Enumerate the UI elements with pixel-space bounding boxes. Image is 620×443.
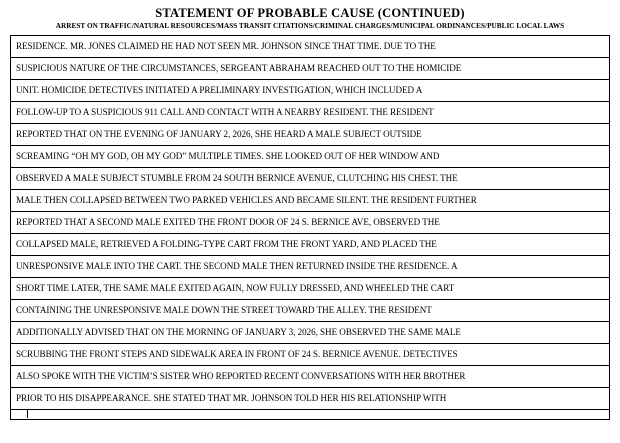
narrative-line: ADDITIONALLY ADVISED THAT ON THE MORNING OF JANUARY 3, 2026, SHE OBSERVED THE SAME MALE: [11, 322, 610, 344]
table-row: [11, 124, 610, 146]
table-row: [11, 322, 610, 344]
footer-divider: [15, 410, 28, 418]
page-title: STATEMENT OF PROBABLE CAUSE (CONTINUED): [155, 6, 465, 20]
narrative-line: SHORT TIME LATER, THE SAME MALE EXITED AGAIN, NOW FULLY DRESSED, AND WHEELED THE CART: [11, 278, 610, 300]
table-row: [11, 80, 610, 102]
narrative-lines-table: [10, 35, 610, 410]
narrative-lines-body: [11, 36, 610, 410]
table-row: [11, 234, 610, 256]
narrative-line: CONTAINING THE UNRESPONSIVE MALE DOWN THE STREET TOWARD THE ALLEY. THE RESIDENT: [11, 300, 610, 322]
narrative-line: PRIOR TO HIS DISAPPEARANCE. SHE STATED THAT MR. JOHNSON TOLD HER HIS RELATIONSHIP WITH: [16, 393, 447, 403]
document-header: [10, 6, 610, 31]
table-row: [11, 36, 610, 58]
table-row: [11, 278, 610, 300]
table-row: [11, 168, 610, 190]
table-row: [11, 190, 610, 212]
table-row: [11, 256, 610, 278]
narrative-line: ALSO SPOKE WITH THE VICTIM’S SISTER WHO REPORTED RECENT CONVERSATIONS WITH HER BROTHER: [11, 366, 610, 388]
page-subtitle: ARREST ON TRAFFIC/NATURAL RESOURCES/MASS TRANSIT CITATIONS/CRIMINAL CHARGES/MUNICIPAL ORDINANCES/PUBLIC LOCAL LAWS: [55, 22, 565, 30]
narrative-line: REPORTED THAT A SECOND MALE EXITED THE FRONT DOOR OF 24 S. BERNICE AVE, OBSERVED THE: [11, 212, 610, 234]
table-row: [11, 102, 610, 124]
narrative-line: MALE THEN COLLAPSED BETWEEN TWO PARKED VEHICLES AND BECAME SILENT. THE RESIDENT FURTHER: [11, 190, 610, 212]
narrative-line: COLLAPSED MALE, RETRIEVED A FOLDING-TYPE CART FROM THE FRONT YARD, AND PLACED THE: [11, 234, 610, 256]
narrative-line: FOLLOW-UP TO A SUSPICIOUS 911 CALL AND CONTACT WITH A NEARBY RESIDENT. THE RESIDENT: [11, 102, 610, 124]
narrative-line: SCREAMING “OH MY GOD, OH MY GOD” MULTIPLE TIMES. SHE LOOKED OUT OF HER WINDOW AND: [11, 146, 610, 168]
table-row: [11, 212, 610, 234]
form-footer-box: [10, 410, 610, 420]
table-row: [11, 388, 610, 410]
narrative-line: SUSPICIOUS NATURE OF THE CIRCUMSTANCES, SERGEANT ABRAHAM REACHED OUT TO THE HOMICIDE: [11, 58, 610, 80]
narrative-line: REPORTED THAT ON THE EVENING OF JANUARY 2, 2026, SHE HEARD A MALE SUBJECT OUTSIDE: [11, 124, 610, 146]
narrative-line: OBSERVED A MALE SUBJECT STUMBLE FROM 24 SOUTH BERNICE AVENUE, CLUTCHING HIS CHEST. THE: [11, 168, 610, 190]
table-row: [11, 146, 610, 168]
narrative-line: SCRUBBING THE FRONT STEPS AND SIDEWALK AREA IN FRONT OF 24 S. BERNICE AVENUE. DETECTIVES: [11, 344, 610, 366]
table-row: [11, 366, 610, 388]
table-row: [11, 344, 610, 366]
narrative-line: UNIT. HOMICIDE DETECTIVES INITIATED A PRELIMINARY INVESTIGATION, WHICH INCLUDED A: [11, 80, 610, 102]
narrative-line: RESIDENCE. MR. JONES CLAIMED HE HAD NOT SEEN MR. JOHNSON SINCE THAT TIME. DUE TO THE: [11, 36, 610, 58]
narrative-line: UNRESPONSIVE MALE INTO THE CART. THE SECOND MALE THEN RETURNED INSIDE THE RESIDENCE. A: [11, 256, 610, 278]
table-row: [11, 58, 610, 80]
table-row: [11, 300, 610, 322]
